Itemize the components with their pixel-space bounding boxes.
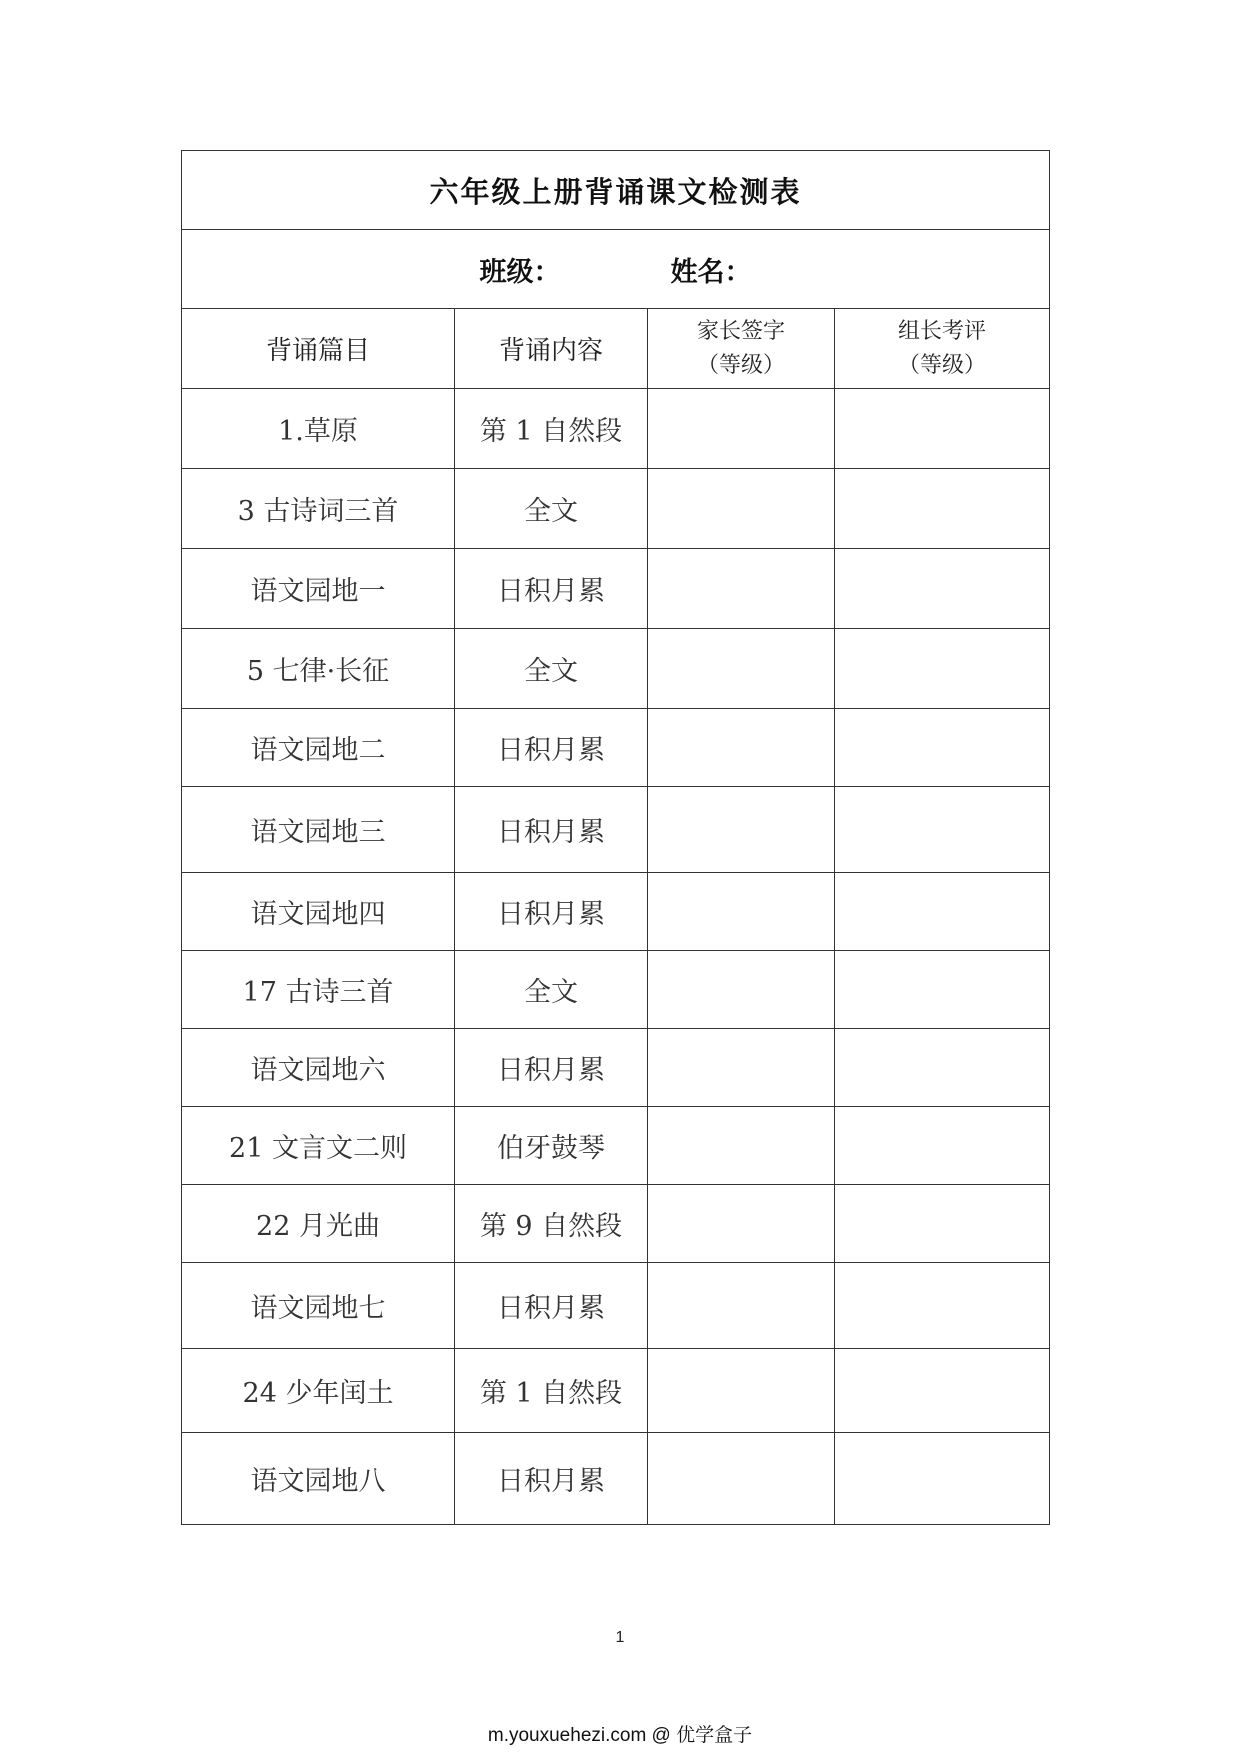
- table-row: [182, 1349, 1050, 1433]
- table-row: [182, 1029, 1050, 1107]
- table-row: [182, 389, 1050, 469]
- table-row: [182, 629, 1050, 709]
- table-row: [182, 873, 1050, 951]
- row-parent-sign-cell[interactable]: [648, 469, 835, 549]
- row-piece: 1.草原: [182, 389, 455, 469]
- student-info-row: [182, 230, 1050, 309]
- row-leader-review-cell[interactable]: [835, 469, 1050, 549]
- name-label: 姓名：: [670, 256, 752, 288]
- row-leader-review-cell[interactable]: [835, 951, 1050, 1029]
- table-row: [182, 469, 1050, 549]
- row-leader-review-cell[interactable]: [835, 629, 1050, 709]
- header-leader-review: [835, 309, 1050, 389]
- row-leader-review-cell[interactable]: [835, 389, 1050, 469]
- row-leader-review-cell[interactable]: [835, 1433, 1050, 1525]
- table-row: [182, 1263, 1050, 1349]
- row-parent-sign-cell[interactable]: [648, 1433, 835, 1525]
- row-parent-sign-cell[interactable]: [648, 629, 835, 709]
- row-leader-review-cell[interactable]: [835, 1185, 1050, 1263]
- row-piece: 24 少年闰土: [182, 1349, 455, 1433]
- row-content: 日积月累: [455, 709, 648, 787]
- recitation-check-table: [181, 150, 1050, 1525]
- class-label: 班级：: [479, 256, 561, 288]
- header-parent-sign: [648, 309, 835, 389]
- row-piece: 语文园地三: [182, 787, 455, 873]
- row-parent-sign-cell[interactable]: [648, 951, 835, 1029]
- header-content: 背诵内容: [455, 309, 648, 389]
- header-leader-review-sub: （等级）: [898, 352, 987, 378]
- row-content: 第 9 自然段: [455, 1185, 648, 1263]
- header-piece: 背诵篇目: [182, 309, 455, 389]
- row-leader-review-cell[interactable]: [835, 1029, 1050, 1107]
- row-parent-sign-cell[interactable]: [648, 709, 835, 787]
- row-content: 日积月累: [455, 549, 648, 629]
- row-parent-sign-cell[interactable]: [648, 1263, 835, 1349]
- row-piece: 5 七律·长征: [182, 629, 455, 709]
- table-row: [182, 709, 1050, 787]
- header-leader-review-label: 组长考评: [898, 318, 987, 344]
- table-row: [182, 951, 1050, 1029]
- row-parent-sign-cell[interactable]: [648, 389, 835, 469]
- table-row: [182, 1433, 1050, 1525]
- row-piece: 语文园地一: [182, 549, 455, 629]
- table-row: [182, 787, 1050, 873]
- row-parent-sign-cell[interactable]: [648, 549, 835, 629]
- row-piece: 3 古诗词三首: [182, 469, 455, 549]
- row-content: 日积月累: [455, 1263, 648, 1349]
- row-parent-sign-cell[interactable]: [648, 787, 835, 873]
- row-content: 日积月累: [455, 1029, 648, 1107]
- page-number: 1: [615, 1629, 625, 1646]
- row-content: 日积月累: [455, 873, 648, 951]
- row-piece: 语文园地二: [182, 709, 455, 787]
- row-parent-sign-cell[interactable]: [648, 1107, 835, 1185]
- row-content: 日积月累: [455, 787, 648, 873]
- row-content: 第 1 自然段: [455, 1349, 648, 1433]
- row-piece: 语文园地四: [182, 873, 455, 951]
- row-content: 全文: [455, 629, 648, 709]
- row-content: 全文: [455, 469, 648, 549]
- footer-watermark: m.youxuehezi.com @ 优学盒子: [487, 1725, 753, 1746]
- table-row: [182, 1107, 1050, 1185]
- row-leader-review-cell[interactable]: [835, 873, 1050, 951]
- table-row: [182, 549, 1050, 629]
- row-piece: 语文园地八: [182, 1433, 455, 1525]
- row-piece: 17 古诗三首: [182, 951, 455, 1029]
- header-parent-sign-sub: （等级）: [696, 352, 785, 378]
- header-parent-sign-label: 家长签字: [696, 318, 785, 344]
- row-leader-review-cell[interactable]: [835, 1263, 1050, 1349]
- row-parent-sign-cell[interactable]: [648, 1185, 835, 1263]
- header-row: [182, 309, 1050, 389]
- row-leader-review-cell[interactable]: [835, 709, 1050, 787]
- row-leader-review-cell[interactable]: [835, 787, 1050, 873]
- row-piece: 21 文言文二则: [182, 1107, 455, 1185]
- row-piece: 22 月光曲: [182, 1185, 455, 1263]
- row-parent-sign-cell[interactable]: [648, 1029, 835, 1107]
- row-content: 第 1 自然段: [455, 389, 648, 469]
- row-content: 全文: [455, 951, 648, 1029]
- row-leader-review-cell[interactable]: [835, 549, 1050, 629]
- row-leader-review-cell[interactable]: [835, 1107, 1050, 1185]
- row-content: 日积月累: [455, 1433, 648, 1525]
- row-piece: 语文园地六: [182, 1029, 455, 1107]
- table-title: 六年级上册背诵课文检测表: [182, 151, 1050, 230]
- row-content: 伯牙鼓琴: [455, 1107, 648, 1185]
- row-piece: 语文园地七: [182, 1263, 455, 1349]
- table-row: [182, 1185, 1050, 1263]
- row-parent-sign-cell[interactable]: [648, 1349, 835, 1433]
- row-leader-review-cell[interactable]: [835, 1349, 1050, 1433]
- row-parent-sign-cell[interactable]: [648, 873, 835, 951]
